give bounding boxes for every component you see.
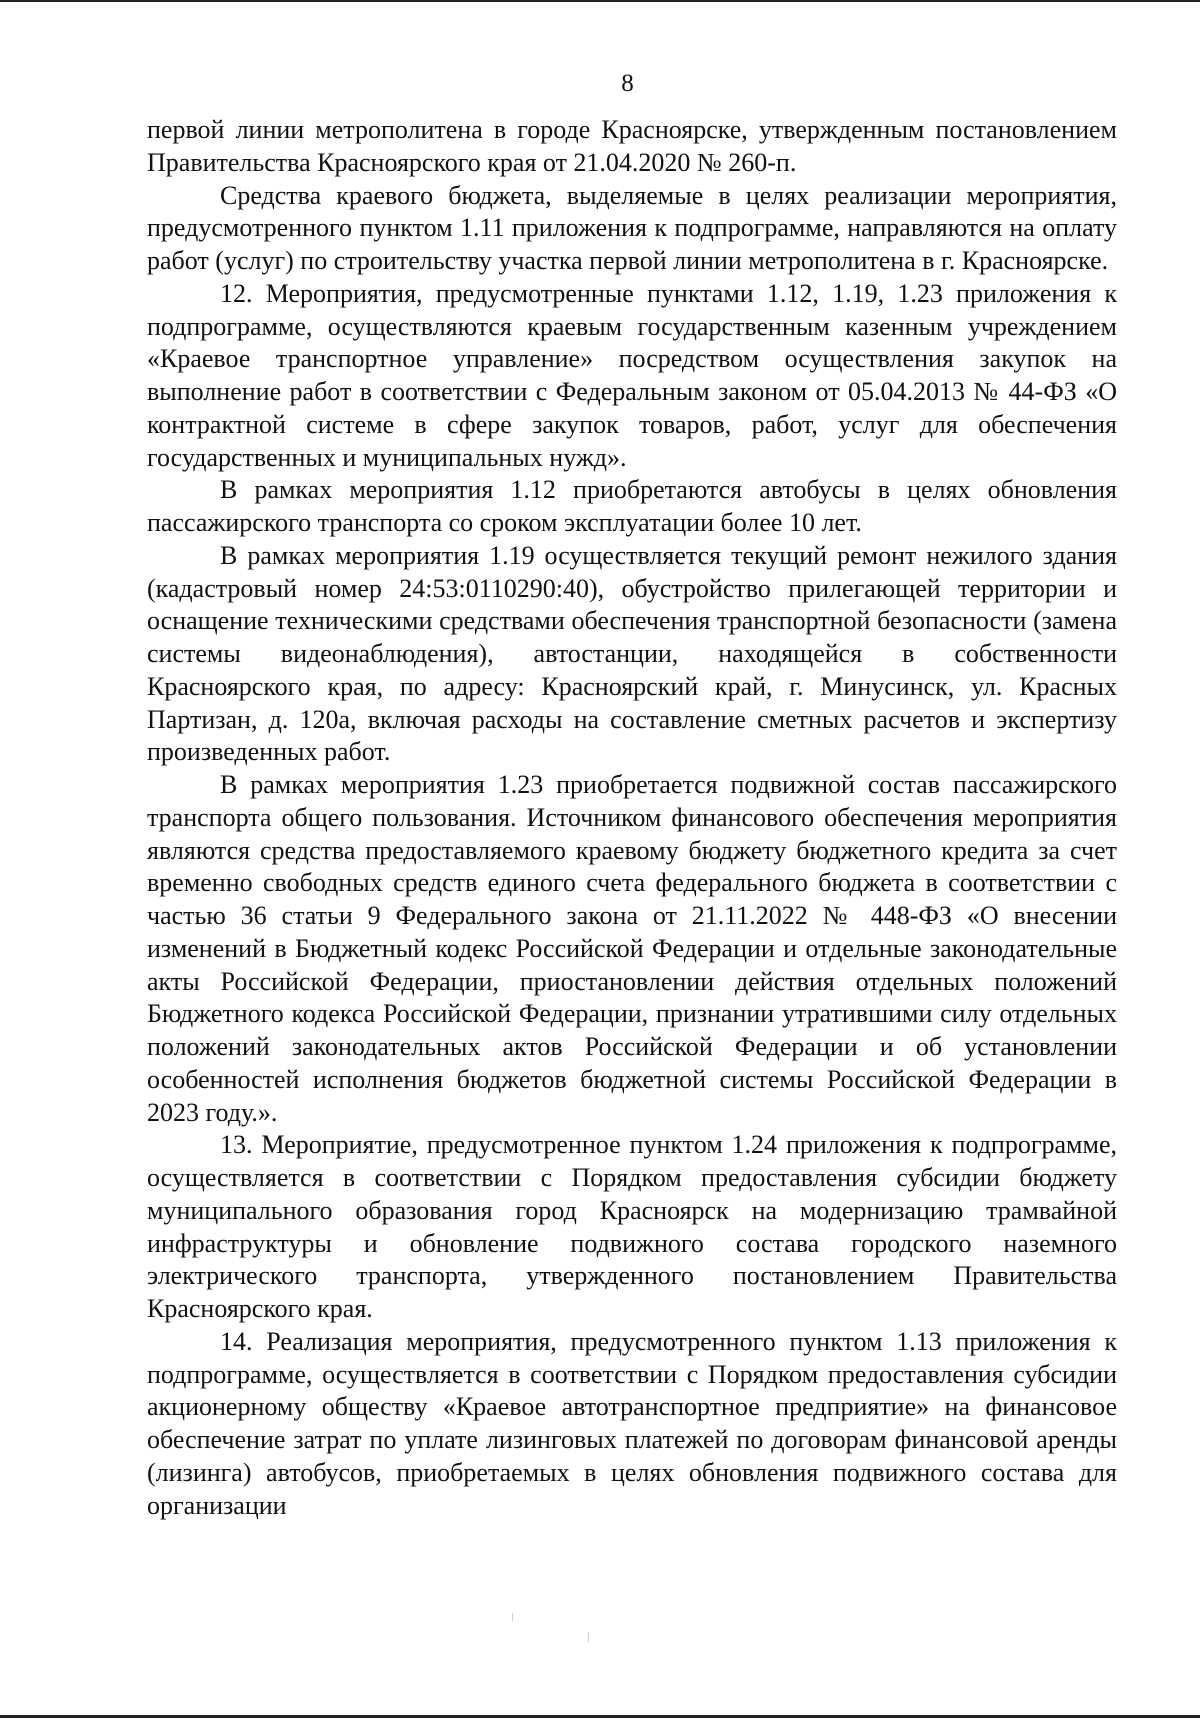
paragraph-continuation: первой линии метрополитена в городе Красноярске, утвержденным постановлением Правительства Красноярского края от 21.04.2020 № 260-п. (147, 115, 1117, 177)
paragraph-budget-funds: Средства краевого бюджета, выделяемые в целях реализации мероприятия, предусмотренного пунктом 1.11 приложения к подпрограмме, направляются на оплату работ (услуг) по строительству участка первой линии метрополитена в г. Красноярске. (147, 180, 1117, 275)
document-body (147, 114, 1117, 1522)
scan-speck (512, 1613, 513, 1621)
paragraph-item-14: 14. Реализация мероприятия, предусмотренного пунктом 1.13 приложения к подпрограмме, осуществляется в соответствии с Порядком предоставления субсидии акционерному обществу «Краевое автотранспортное предприятие» на финансовое обеспечение затрат по уплате лизинговых платежей по договорам финансовой аренды (лизинга) автобусов, приобретаемых в целях обновления подвижного состава для организации (147, 1326, 1117, 1520)
paragraph-measure-1-23: В рамках мероприятия 1.23 приобретается подвижной состав пассажирского транспорта общего пользования. Источником финансового обеспечения мероприятия являются средства предоставляемого краевому бюджету бюджетного кредита за счет временно свободных средств единого счета федерального бюджета в соответствии с частью 36 статьи 9 Федерального закона от 21.11.2022 № 448-ФЗ «О внесении изменений в Бюджетный кодекс Российской Федерации и отдельные законодательные акты Российской Федерации, приостановлении действия отдельных положений Бюджетного кодекса Российской Федерации, признании утратившими силу отдельных положений законодательных актов Российской Федерации и об установлении особенностей исполнения бюджетов бюджетной системы Российской Федерации в 2023 году.». (147, 770, 1117, 1127)
scan-top-edge (0, 0, 1200, 2)
paragraph-measure-1-19: В рамках мероприятия 1.19 осуществляется текущий ремонт нежилого здания (кадастровый номер 24:53:0110290:40), обустройство прилегающей территории и оснащение техническими средствами обеспечения транспортной безопасности (замена системы видеонаблюдения), автостанции, находящейся в собственности Красноярского края, по адресу: Красноярский край, г. Минусинск, ул. Красных Партизан, д. 120а, включая расходы на составление сметных расчетов и экспертизу произведенных работ. (147, 540, 1117, 767)
paragraph-item-13: 13. Мероприятие, предусмотренное пунктом 1.24 приложения к подпрограмме, осуществляется в соответствии с Порядком предоставления субсидии бюджету муниципального образования город Красноярск на модернизацию трамвайной инфраструктуры и обновление подвижного состава городского наземного электрического транспорта, утвержденного постановлением Правительства Красноярского края. (147, 1130, 1117, 1323)
scan-speck (588, 1632, 589, 1642)
paragraph-measure-1-12: В рамках мероприятия 1.12 приобретаются автобусы в целях обновления пассажирского транспорта со сроком эксплуатации более 10 лет. (147, 475, 1117, 537)
scan-bottom-edge (0, 1715, 1200, 1718)
paragraph-item-12: 12. Мероприятия, предусмотренные пунктами 1.12, 1.19, 1.23 приложения к подпрограмме, осуществляются краевым государственным казенным учреждением «Краевое транспортное управление» посредством осуществления закупок на выполнение работ в соответствии с Федеральным законом от 05.04.2013 № 44-ФЗ «О контрактной системе в сфере закупок товаров, работ, услуг для обеспечения государственных и муниципальных нужд». (147, 278, 1117, 472)
page-number: 8 (621, 70, 634, 97)
